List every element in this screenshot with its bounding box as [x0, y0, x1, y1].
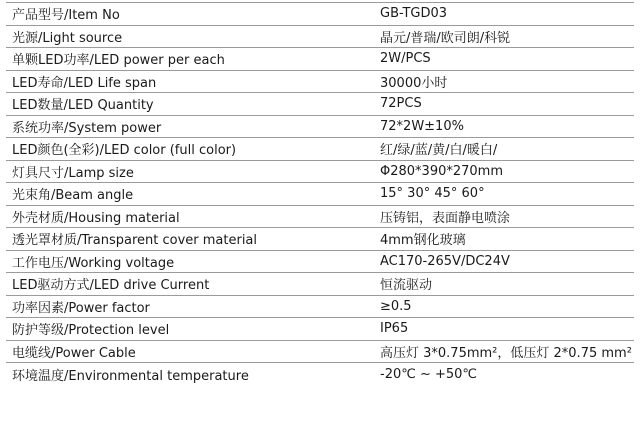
- spec-value-housing-material: 压铸铝，表面静电喷涂: [380, 210, 511, 226]
- spec-label-system-power: 系统功率/System power: [12, 120, 162, 136]
- spec-value-cover-material: 4mm钢化玻璃: [380, 233, 466, 249]
- spec-label-item-no: 产品型号/Item No: [12, 8, 120, 24]
- table-row: [6, 251, 634, 274]
- table-row: [6, 26, 634, 49]
- spec-value-led-quantity: 72PCS: [380, 96, 422, 112]
- spec-label-cover-material: 透光罩材质/Transparent cover material: [12, 233, 258, 249]
- spec-label-environmental-temperature: 环境温度/Environmental temperature: [12, 368, 249, 384]
- spec-label-lamp-size: 灯具尺寸/Lamp size: [12, 165, 134, 181]
- spec-label-power-cable: 电缆线/Power Cable: [12, 345, 136, 361]
- table-row: [6, 296, 634, 319]
- spec-label-working-voltage: 工作电压/Working voltage: [12, 255, 175, 271]
- table-row: [6, 93, 634, 116]
- spec-label-power-factor: 功率因素/Power factor: [12, 300, 150, 316]
- spec-value-protection-level: IP65: [380, 321, 409, 337]
- table-row: [6, 228, 634, 251]
- spec-label-housing-material: 外壳材质/Housing material: [12, 210, 180, 226]
- table-row: [6, 138, 634, 161]
- spec-label-led-quantity: LED数量/LED Quantity: [12, 98, 154, 114]
- spec-value-lamp-size: Φ280*390*270mm: [380, 163, 503, 179]
- spec-value-led-color: 红/绿/蓝/黄/白/暖白/: [380, 143, 498, 159]
- spec-value-item-no: GB-TGD03: [380, 6, 448, 22]
- table-row: [6, 3, 634, 26]
- table-row: [6, 273, 634, 296]
- spec-label-protection-level: 防护等级/Protection level: [12, 323, 170, 339]
- spec-value-environmental-temperature: -20℃ ~ +50℃: [380, 366, 478, 382]
- spec-value-led-power-each: 2W/PCS: [380, 51, 431, 67]
- table-row: [6, 206, 634, 229]
- spec-value-power-cable: 高压灯 3*0.75mm²，低压灯 2*0.75 mm²: [380, 345, 632, 361]
- table-row: [6, 71, 634, 94]
- spec-label-led-drive-current: LED驱动方式/LED drive Current: [12, 278, 210, 294]
- spec-value-light-source: 晶元/普瑞/欧司朗/科锐: [380, 30, 511, 46]
- table-row: [6, 341, 634, 364]
- table-row: [6, 48, 634, 71]
- table-row: [6, 161, 634, 184]
- table-row: [6, 363, 634, 386]
- spec-label-beam-angle: 光束角/Beam angle: [12, 188, 134, 204]
- spec-value-working-voltage: AC170-265V/DC24V: [380, 253, 510, 269]
- spec-value-system-power: 72*2W±10%: [380, 118, 464, 134]
- spec-value-led-life-span: 30000小时: [380, 75, 448, 91]
- spec-value-power-factor: ≥0.5: [380, 298, 412, 314]
- spec-table: [6, 2, 634, 386]
- spec-label-led-color: LED颜色(全彩)/LED color (full color): [12, 143, 237, 159]
- table-row: [6, 116, 634, 139]
- spec-label-light-source: 光源/Light source: [12, 30, 123, 46]
- spec-label-led-life-span: LED寿命/LED Life span: [12, 75, 157, 91]
- table-row: [6, 183, 634, 206]
- spec-value-led-drive-current: 恒流驱动: [380, 278, 433, 294]
- spec-value-beam-angle: 15° 30° 45° 60°: [380, 186, 485, 202]
- spec-label-led-power-each: 单颗LED功率/LED power per each: [12, 53, 225, 69]
- table-row: [6, 318, 634, 341]
